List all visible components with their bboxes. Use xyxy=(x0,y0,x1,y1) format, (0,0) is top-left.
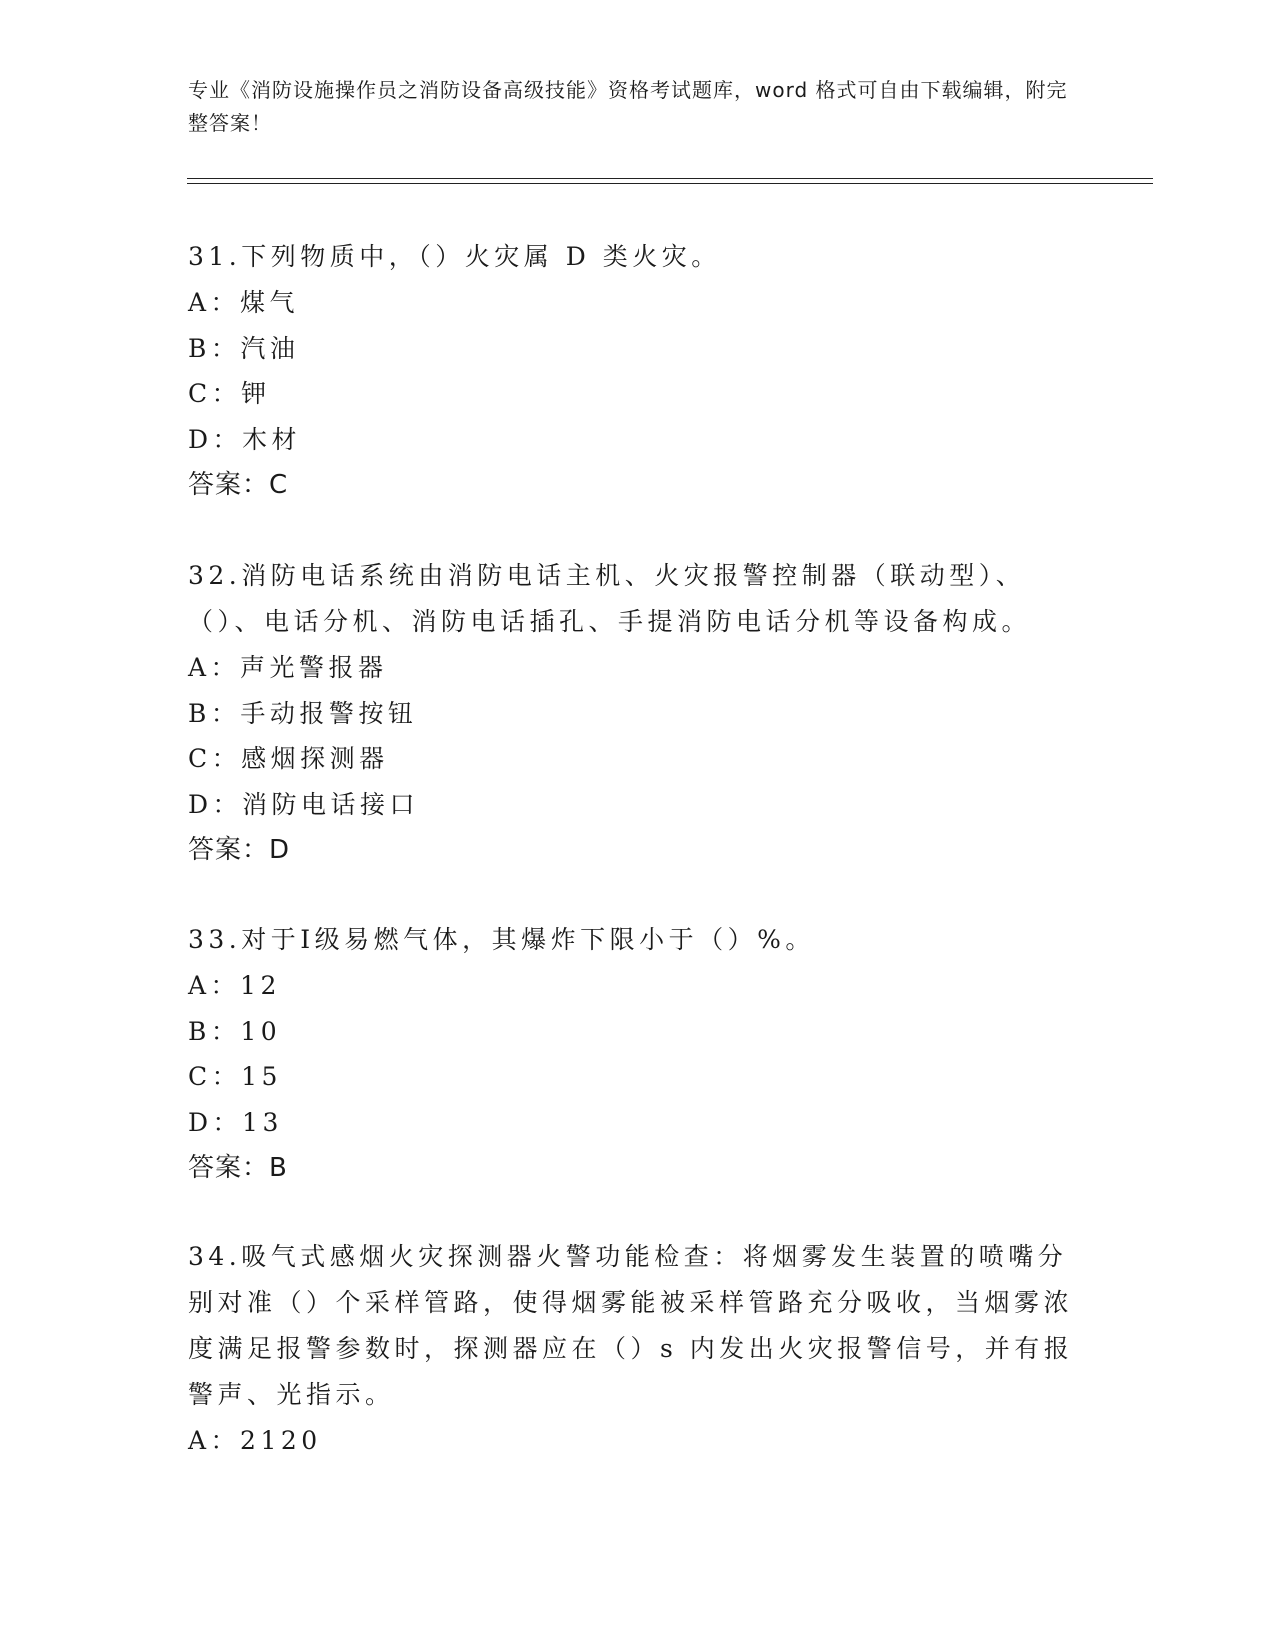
question-stem: 32.消防电话系统由消防电话主机、火灾报警控制器（联动型）、（）、电话分机、消防电话插孔、手提消防电话分机等设备构成。 xyxy=(188,561,1032,636)
option-b: B：手动报警按钮 xyxy=(188,698,418,728)
question-34 xyxy=(188,1234,1088,1464)
header-text: 专业《消防设施操作员之消防设备高级技能》资格考试题库，word 格式可自由下载编辑，附完整答案！ xyxy=(188,78,1068,135)
question-31 xyxy=(188,234,1088,508)
option-b: B：10 xyxy=(188,1016,282,1046)
question-32 xyxy=(188,553,1088,873)
option-d: D：13 xyxy=(188,1107,283,1137)
answer: 答案：C xyxy=(188,470,289,500)
answer: 答案：D xyxy=(188,835,291,865)
option-a: A：2120 xyxy=(188,1426,322,1455)
option-a: A：12 xyxy=(188,971,281,1000)
header-rule-bottom xyxy=(187,183,1153,184)
question-stem: 33.对于Ⅰ级易燃气体，其爆炸下限小于（）%。 xyxy=(188,925,815,954)
option-b: B：汽油 xyxy=(188,333,300,363)
question-33 xyxy=(188,917,1088,1191)
option-d: D：消防电话接口 xyxy=(188,789,420,819)
option-c: C：钾 xyxy=(188,379,271,408)
question-stem: 34.吸气式感烟火灾探测器火警功能检查：将烟雾发生装置的喷嘴分别对准（）个采样管路，使得烟雾能被采样管路充分吸收，当烟雾浓度满足报警参数时，探测器应在（）s 内发出火灾报警信号，并有报警声、光指示。 xyxy=(188,1242,1074,1409)
option-a: A：煤气 xyxy=(188,288,300,317)
question-stem: 31.下列物质中，（）火灾属 D 类火灾。 xyxy=(188,242,721,271)
header-rule-top xyxy=(187,178,1153,179)
option-d: D：木材 xyxy=(188,424,302,454)
answer: 答案：B xyxy=(188,1153,288,1183)
option-c: C：感烟探测器 xyxy=(188,744,389,773)
option-a: A：声光警报器 xyxy=(188,653,388,682)
option-c: C：15 xyxy=(188,1062,282,1091)
